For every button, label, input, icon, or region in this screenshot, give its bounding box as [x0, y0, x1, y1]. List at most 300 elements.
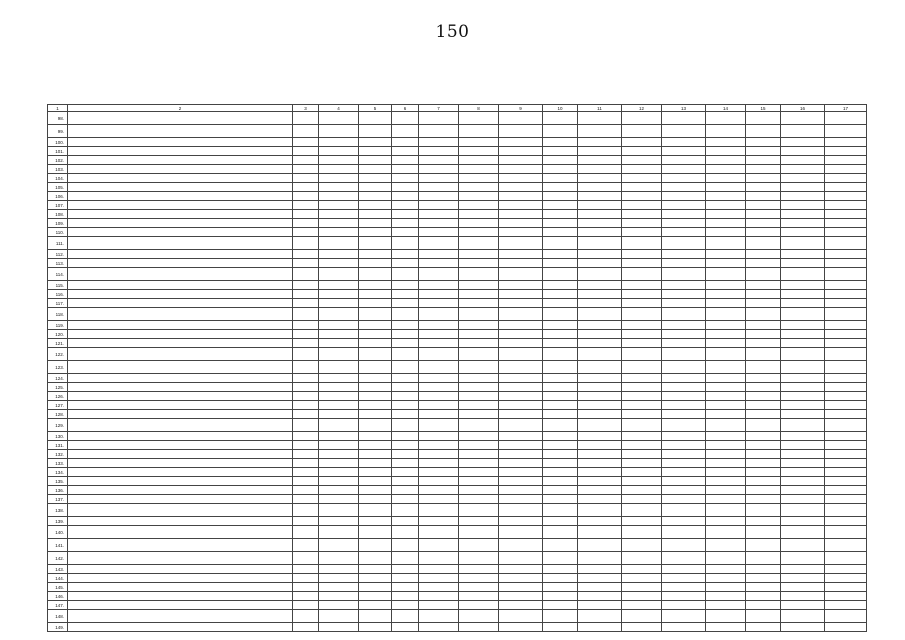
table-cell: [706, 308, 746, 321]
table-cell: [662, 601, 706, 610]
table-cell: [499, 392, 543, 401]
table-cell: [419, 565, 459, 574]
table-cell: [662, 495, 706, 504]
table-cell: [543, 450, 578, 459]
row-number-cell: 143.: [48, 565, 68, 574]
table-row: [48, 610, 867, 623]
table-cell: [319, 321, 359, 330]
table-cell: [499, 228, 543, 237]
row-number-cell: 135.: [48, 477, 68, 486]
table-cell: [706, 623, 746, 632]
table-cell: [578, 219, 622, 228]
table-cell: [359, 339, 392, 348]
table-row: [48, 192, 867, 201]
table-cell: [419, 441, 459, 450]
table-cell: [459, 374, 499, 383]
table-cell: [662, 459, 706, 468]
table-cell: [706, 210, 746, 219]
table-cell: [499, 259, 543, 268]
table-cell: [392, 459, 419, 468]
table-row: [48, 539, 867, 552]
table-row: [48, 219, 867, 228]
table-cell: [746, 361, 781, 374]
table-cell: [706, 174, 746, 183]
table-cell: [293, 583, 319, 592]
table-row: [48, 330, 867, 339]
address-cell: [68, 526, 293, 539]
table-row: [48, 583, 867, 592]
table-cell: [781, 321, 825, 330]
table-cell: [578, 250, 622, 259]
table-cell: [359, 419, 392, 432]
address-cell: [68, 504, 293, 517]
table-cell: [706, 147, 746, 156]
table-cell: [578, 517, 622, 526]
table-cell: [825, 419, 867, 432]
table-cell: [459, 174, 499, 183]
table-cell: [578, 165, 622, 174]
table-cell: [662, 441, 706, 450]
table-cell: [781, 299, 825, 308]
table-cell: [622, 250, 662, 259]
data-table: [47, 104, 867, 632]
table-cell: [746, 565, 781, 574]
table-row: [48, 392, 867, 401]
address-cell: [68, 165, 293, 174]
table-cell: [578, 374, 622, 383]
table-cell: [293, 156, 319, 165]
table-row: [48, 201, 867, 210]
table-cell: [622, 450, 662, 459]
table-cell: [319, 165, 359, 174]
table-cell: [359, 552, 392, 565]
table-cell: [543, 419, 578, 432]
table-cell: [706, 281, 746, 290]
table-cell: [419, 201, 459, 210]
table-cell: [781, 610, 825, 623]
table-cell: [293, 348, 319, 361]
table-cell: [392, 504, 419, 517]
address-cell: [68, 552, 293, 565]
table-cell: [392, 281, 419, 290]
table-cell: [781, 201, 825, 210]
table-cell: [746, 321, 781, 330]
table-cell: [578, 477, 622, 486]
table-cell: [359, 268, 392, 281]
table-cell: [622, 210, 662, 219]
table-cell: [319, 592, 359, 601]
table-cell: [622, 321, 662, 330]
table-cell: [319, 374, 359, 383]
table-cell: [459, 477, 499, 486]
table-cell: [746, 210, 781, 219]
table-cell: [293, 228, 319, 237]
table-cell: [825, 401, 867, 410]
table-cell: [746, 419, 781, 432]
table-cell: [578, 432, 622, 441]
table-cell: [392, 237, 419, 250]
row-number-cell: 101.: [48, 147, 68, 156]
table-cell: [706, 459, 746, 468]
table-cell: [825, 539, 867, 552]
table-cell: [781, 495, 825, 504]
table-cell: [706, 526, 746, 539]
table-cell: [578, 156, 622, 165]
table-cell: [359, 174, 392, 183]
table-cell: [781, 574, 825, 583]
table-row: [48, 156, 867, 165]
table-cell: [543, 583, 578, 592]
table-cell: [622, 495, 662, 504]
table-cell: [543, 290, 578, 299]
table-cell: [319, 623, 359, 632]
table-cell: [319, 401, 359, 410]
table-cell: [781, 192, 825, 201]
table-cell: [543, 183, 578, 192]
table-cell: [392, 486, 419, 495]
table-cell: [781, 441, 825, 450]
address-cell: [68, 477, 293, 486]
row-number-cell: 145.: [48, 583, 68, 592]
table-cell: [543, 504, 578, 517]
table-cell: [578, 299, 622, 308]
table-row: [48, 383, 867, 392]
table-cell: [319, 138, 359, 147]
table-cell: [392, 192, 419, 201]
table-cell: [746, 348, 781, 361]
table-cell: [578, 592, 622, 601]
table-cell: [825, 348, 867, 361]
table-cell: [293, 219, 319, 228]
column-number-cell: 2: [68, 105, 293, 112]
row-number-cell: 137.: [48, 495, 68, 504]
table-cell: [622, 392, 662, 401]
table-cell: [359, 165, 392, 174]
address-cell: [68, 495, 293, 504]
table-cell: [706, 299, 746, 308]
address-cell: [68, 250, 293, 259]
table-cell: [293, 361, 319, 374]
table-cell: [746, 192, 781, 201]
table-cell: [499, 552, 543, 565]
address-cell: [68, 125, 293, 138]
table-cell: [359, 112, 392, 125]
table-cell: [543, 374, 578, 383]
table-cell: [459, 601, 499, 610]
table-cell: [419, 174, 459, 183]
table-cell: [578, 348, 622, 361]
column-number-cell: 4: [319, 105, 359, 112]
table-cell: [622, 165, 662, 174]
table-cell: [543, 339, 578, 348]
table-cell: [419, 623, 459, 632]
table-cell: [419, 574, 459, 583]
table-cell: [578, 468, 622, 477]
table-cell: [419, 610, 459, 623]
table-cell: [319, 526, 359, 539]
table-cell: [746, 219, 781, 228]
table-cell: [359, 526, 392, 539]
table-cell: [706, 419, 746, 432]
table-cell: [662, 486, 706, 495]
table-cell: [499, 477, 543, 486]
table-cell: [662, 281, 706, 290]
table-cell: [459, 392, 499, 401]
table-cell: [459, 383, 499, 392]
table-cell: [662, 374, 706, 383]
table-cell: [622, 574, 662, 583]
table-cell: [499, 459, 543, 468]
table-cell: [319, 410, 359, 419]
table-cell: [319, 348, 359, 361]
row-number-cell: 138.: [48, 504, 68, 517]
table-cell: [825, 228, 867, 237]
table-cell: [319, 237, 359, 250]
table-row: [48, 268, 867, 281]
table-cell: [825, 441, 867, 450]
table-cell: [825, 210, 867, 219]
table-cell: [622, 174, 662, 183]
table-cell: [459, 192, 499, 201]
table-cell: [781, 250, 825, 259]
table-cell: [662, 610, 706, 623]
table-cell: [825, 250, 867, 259]
table-cell: [459, 565, 499, 574]
table-cell: [781, 517, 825, 526]
table-row: [48, 281, 867, 290]
table-cell: [293, 450, 319, 459]
table-cell: [746, 183, 781, 192]
table-cell: [293, 339, 319, 348]
table-cell: [499, 219, 543, 228]
table-cell: [359, 539, 392, 552]
table-cell: [359, 192, 392, 201]
table-cell: [459, 219, 499, 228]
table-cell: [499, 468, 543, 477]
address-cell: [68, 339, 293, 348]
table-cell: [781, 392, 825, 401]
row-number-cell: 142.: [48, 552, 68, 565]
table-cell: [359, 237, 392, 250]
table-cell: [746, 410, 781, 419]
table-cell: [662, 321, 706, 330]
table-cell: [746, 539, 781, 552]
table-cell: [293, 432, 319, 441]
table-cell: [781, 237, 825, 250]
table-cell: [392, 419, 419, 432]
table-cell: [746, 237, 781, 250]
table-cell: [781, 147, 825, 156]
row-number-cell: 108.: [48, 210, 68, 219]
table-cell: [419, 419, 459, 432]
address-cell: [68, 330, 293, 339]
address-cell: [68, 419, 293, 432]
table-cell: [662, 210, 706, 219]
table-cell: [459, 504, 499, 517]
table-cell: [293, 147, 319, 156]
table-cell: [319, 281, 359, 290]
column-number-cell: 14: [706, 105, 746, 112]
table-cell: [746, 432, 781, 441]
table-cell: [543, 165, 578, 174]
table-cell: [825, 156, 867, 165]
table-cell: [419, 383, 459, 392]
table-cell: [319, 125, 359, 138]
table-cell: [293, 299, 319, 308]
table-cell: [543, 392, 578, 401]
table-cell: [578, 361, 622, 374]
table-cell: [578, 259, 622, 268]
address-cell: [68, 517, 293, 526]
table-cell: [662, 477, 706, 486]
address-cell: [68, 383, 293, 392]
table-row: [48, 623, 867, 632]
table-cell: [459, 610, 499, 623]
row-number-cell: 103.: [48, 165, 68, 174]
table-cell: [746, 495, 781, 504]
table-cell: [825, 183, 867, 192]
table-cell: [392, 432, 419, 441]
table-cell: [706, 156, 746, 165]
table-cell: [825, 165, 867, 174]
table-cell: [578, 210, 622, 219]
table-cell: [662, 112, 706, 125]
table-cell: [319, 459, 359, 468]
table-cell: [662, 504, 706, 517]
table-cell: [359, 610, 392, 623]
table-body: [48, 105, 867, 632]
table-cell: [499, 623, 543, 632]
table-cell: [359, 574, 392, 583]
table-cell: [419, 552, 459, 565]
table-cell: [459, 308, 499, 321]
table-cell: [662, 339, 706, 348]
address-cell: [68, 219, 293, 228]
table-cell: [543, 201, 578, 210]
table-cell: [293, 419, 319, 432]
table-cell: [622, 432, 662, 441]
column-number-cell: 6: [392, 105, 419, 112]
table-cell: [499, 237, 543, 250]
table-cell: [781, 228, 825, 237]
table-cell: [578, 147, 622, 156]
table-cell: [499, 330, 543, 339]
table-cell: [459, 459, 499, 468]
table-cell: [825, 112, 867, 125]
table-cell: [543, 156, 578, 165]
table-cell: [781, 112, 825, 125]
address-cell: [68, 432, 293, 441]
table-cell: [392, 348, 419, 361]
table-cell: [499, 339, 543, 348]
table-cell: [622, 156, 662, 165]
table-cell: [781, 419, 825, 432]
table-cell: [499, 526, 543, 539]
table-cell: [825, 459, 867, 468]
table-cell: [706, 330, 746, 339]
table-cell: [459, 156, 499, 165]
table-cell: [825, 552, 867, 565]
row-number-cell: 139.: [48, 517, 68, 526]
table-cell: [746, 450, 781, 459]
table-cell: [622, 517, 662, 526]
column-number-cell: 11: [578, 105, 622, 112]
table-cell: [781, 210, 825, 219]
table-cell: [359, 432, 392, 441]
table-cell: [825, 268, 867, 281]
table-cell: [359, 504, 392, 517]
table-cell: [746, 374, 781, 383]
table-cell: [499, 183, 543, 192]
table-cell: [622, 592, 662, 601]
table-cell: [459, 281, 499, 290]
table-cell: [419, 250, 459, 259]
table-cell: [543, 259, 578, 268]
table-cell: [825, 361, 867, 374]
table-cell: [781, 583, 825, 592]
table-cell: [825, 450, 867, 459]
table-row: [48, 401, 867, 410]
table-cell: [781, 504, 825, 517]
table-cell: [319, 486, 359, 495]
table-cell: [622, 374, 662, 383]
address-cell: [68, 259, 293, 268]
table-cell: [392, 401, 419, 410]
table-cell: [419, 183, 459, 192]
table-cell: [293, 165, 319, 174]
table-cell: [319, 361, 359, 374]
table-cell: [459, 495, 499, 504]
table-cell: [578, 228, 622, 237]
row-number-cell: 112.: [48, 250, 68, 259]
table-cell: [419, 112, 459, 125]
table-cell: [662, 552, 706, 565]
table-cell: [706, 339, 746, 348]
address-cell: [68, 156, 293, 165]
table-cell: [781, 486, 825, 495]
table-cell: [392, 450, 419, 459]
table-cell: [293, 610, 319, 623]
row-number-cell: 129.: [48, 419, 68, 432]
table-cell: [499, 174, 543, 183]
table-cell: [662, 468, 706, 477]
table-cell: [825, 392, 867, 401]
table-cell: [319, 290, 359, 299]
address-cell: [68, 268, 293, 281]
table-cell: [825, 565, 867, 574]
table-cell: [392, 112, 419, 125]
table-cell: [499, 321, 543, 330]
table-row: [48, 290, 867, 299]
row-number-cell: 131.: [48, 441, 68, 450]
table-cell: [825, 339, 867, 348]
table-cell: [825, 383, 867, 392]
table-cell: [319, 201, 359, 210]
address-cell: [68, 321, 293, 330]
row-number-cell: 128.: [48, 410, 68, 419]
address-cell: [68, 459, 293, 468]
table-cell: [706, 383, 746, 392]
data-table-container: [47, 104, 866, 632]
table-cell: [459, 623, 499, 632]
table-cell: [499, 410, 543, 419]
table-cell: [459, 348, 499, 361]
table-cell: [578, 495, 622, 504]
table-cell: [746, 383, 781, 392]
table-cell: [578, 552, 622, 565]
table-cell: [419, 348, 459, 361]
page-number: 150: [435, 22, 470, 42]
